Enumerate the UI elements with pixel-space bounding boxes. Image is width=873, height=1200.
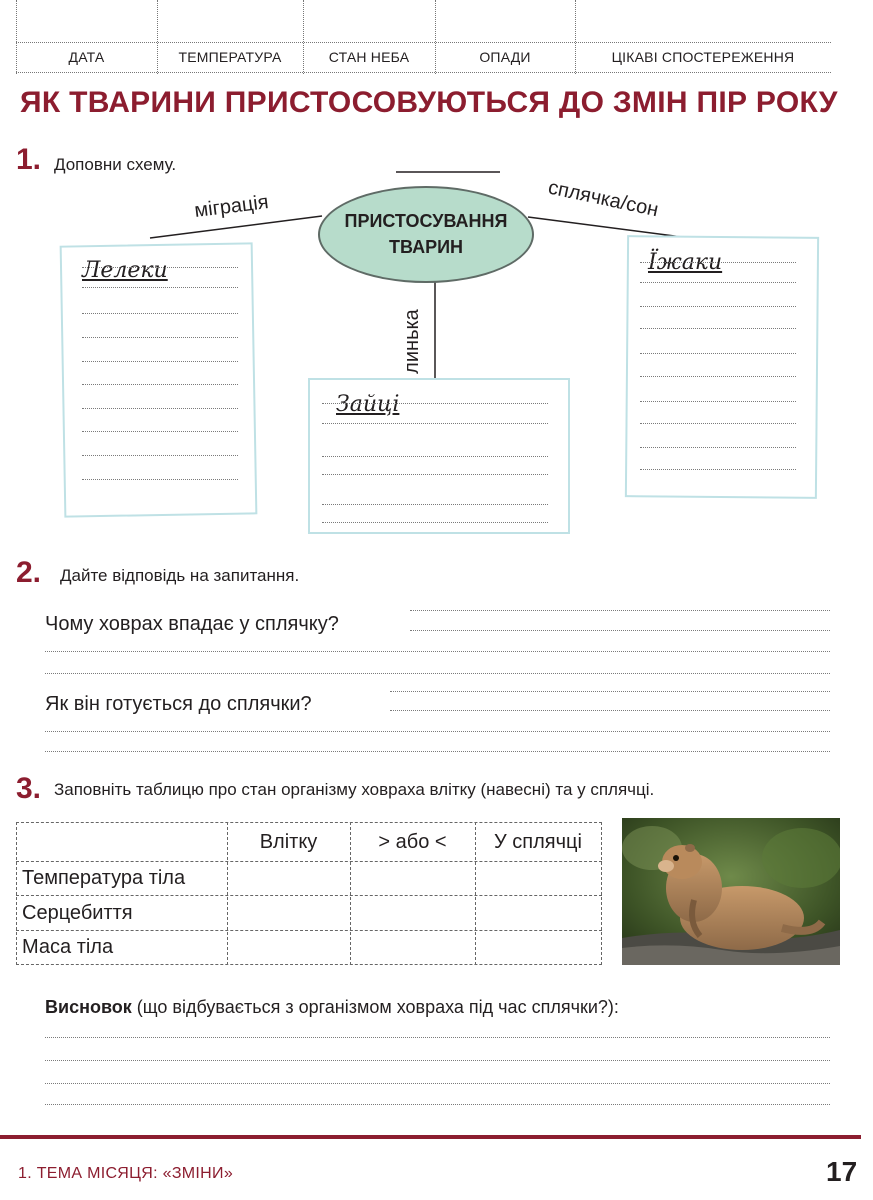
answer-right-line[interactable] (640, 282, 796, 283)
answer-right-handwritten[interactable]: Їжаки (648, 250, 723, 275)
weather-header-date: ДАТА (68, 49, 105, 65)
task2-answer-line[interactable] (45, 651, 830, 652)
answer-left-line[interactable] (82, 313, 238, 314)
answer-right-line[interactable] (640, 306, 796, 307)
gopher-illustration (622, 818, 840, 965)
answer-left-line[interactable] (82, 287, 238, 288)
branch-label-molting: линька (400, 309, 423, 374)
answer-middle-line[interactable] (322, 474, 548, 475)
table-border-top (16, 822, 602, 823)
answer-left-line[interactable] (82, 431, 238, 432)
conclusion-answer-line[interactable] (45, 1037, 830, 1038)
table-header-compare: > або < (378, 831, 447, 853)
answer-left-line[interactable] (82, 337, 238, 338)
answer-right-line[interactable] (640, 353, 796, 354)
weather-header-precipitation: ОПАДИ (479, 49, 531, 65)
answer-right-line[interactable] (640, 376, 796, 377)
task1-number: 1. (16, 143, 42, 176)
answer-middle-line[interactable] (322, 403, 548, 404)
answer-left-line[interactable] (82, 267, 238, 268)
branch-label-hibernation: сплячка/сон (546, 176, 661, 222)
answer-left-handwritten[interactable]: Лелеки (82, 258, 168, 283)
task3-number: 3. (16, 772, 42, 805)
conclusion-prompt (45, 997, 619, 1018)
table-row-divider (16, 930, 602, 931)
table-row-divider (16, 861, 602, 862)
answer-right-line[interactable] (640, 262, 796, 263)
task2-number: 2. (16, 556, 42, 589)
answer-left-line[interactable] (82, 408, 238, 409)
answer-left-line[interactable] (82, 455, 238, 456)
task2-answer-line[interactable] (410, 610, 830, 611)
task2-answer-line[interactable] (410, 630, 830, 631)
answer-middle-line[interactable] (322, 456, 548, 457)
task2-answer-line[interactable] (390, 691, 830, 692)
table-border-left (16, 822, 17, 965)
table-header-hibernation: У сплячці (494, 831, 582, 853)
answer-right-line[interactable] (640, 423, 796, 424)
answer-middle-line[interactable] (322, 504, 548, 505)
conclusion-label: Висновок (45, 997, 132, 1017)
conclusion-question: (що відбувається з організмом ховраха під час сплячки?): (136, 997, 619, 1017)
table-header-summer: Влітку (259, 831, 318, 853)
weather-header-temperature: ТЕМПЕРАТУРА (178, 49, 282, 65)
answer-middle-line[interactable] (322, 522, 548, 523)
answer-middle-handwritten[interactable]: Зайці (336, 392, 400, 417)
answer-right-line[interactable] (640, 447, 796, 448)
answer-left-line[interactable] (82, 384, 238, 385)
task2-answer-line[interactable] (390, 710, 830, 711)
task1-text: Доповни схему. (54, 155, 177, 174)
table-border-bottom (16, 964, 602, 965)
conclusion-answer-line[interactable] (45, 1104, 830, 1105)
footer-rule (0, 1135, 861, 1139)
scheme-center-label (318, 208, 534, 260)
section-title: ЯК ТВАРИНИ ПРИСТОСОВУЮТЬСЯ ДО ЗМІН ПІР РОКУ (20, 86, 838, 119)
answer-left-line[interactable] (82, 361, 238, 362)
table-row-label-heartbeat: Серцебиття (22, 902, 133, 924)
table-border-right (601, 822, 602, 965)
task3-text: Заповніть таблицю про стан організму ховраха влітку (навесні) та у сплячці. (54, 780, 655, 799)
organism-state-table (16, 822, 602, 965)
table-row-divider (16, 895, 602, 896)
task2-answer-line[interactable] (45, 751, 830, 752)
task2-question1: Чому ховрах впадає у сплячку? (45, 613, 339, 635)
answer-right-line[interactable] (640, 401, 796, 402)
task2-answer-line[interactable] (45, 673, 830, 674)
task2-text: Дайте відповідь на запитання. (60, 566, 300, 585)
page-number: 17 (826, 1156, 858, 1187)
weather-header-observations: ЦІКАВІ СПОСТЕРЕЖЕННЯ (611, 49, 795, 65)
answer-left-line[interactable] (82, 479, 238, 480)
task2-question2: Як він готується до сплячки? (45, 693, 312, 715)
answer-middle-line[interactable] (322, 423, 548, 424)
weather-header-sky: СТАН НЕБА (328, 49, 410, 65)
table-row-label-mass: Маса тіла (22, 936, 114, 958)
conclusion-answer-line[interactable] (45, 1083, 830, 1084)
gopher-photo (622, 818, 840, 965)
table-row-label-temperature: Температура тіла (22, 867, 186, 889)
branch-line-left (150, 216, 322, 238)
scheme-center-line1: ПРИСТОСУВАННЯ (344, 211, 508, 231)
conclusion-answer-line[interactable] (45, 1060, 830, 1061)
scheme-center-line2: ТВАРИН (388, 237, 464, 257)
answer-right-line[interactable] (640, 469, 796, 470)
branch-label-migration: міграція (193, 191, 270, 223)
footer-topic: 1. ТЕМА МІСЯЦЯ: «ЗМІНИ» (18, 1165, 234, 1182)
answer-right-line[interactable] (640, 328, 796, 329)
answer-box-left (60, 242, 258, 517)
task2-answer-line[interactable] (45, 731, 830, 732)
